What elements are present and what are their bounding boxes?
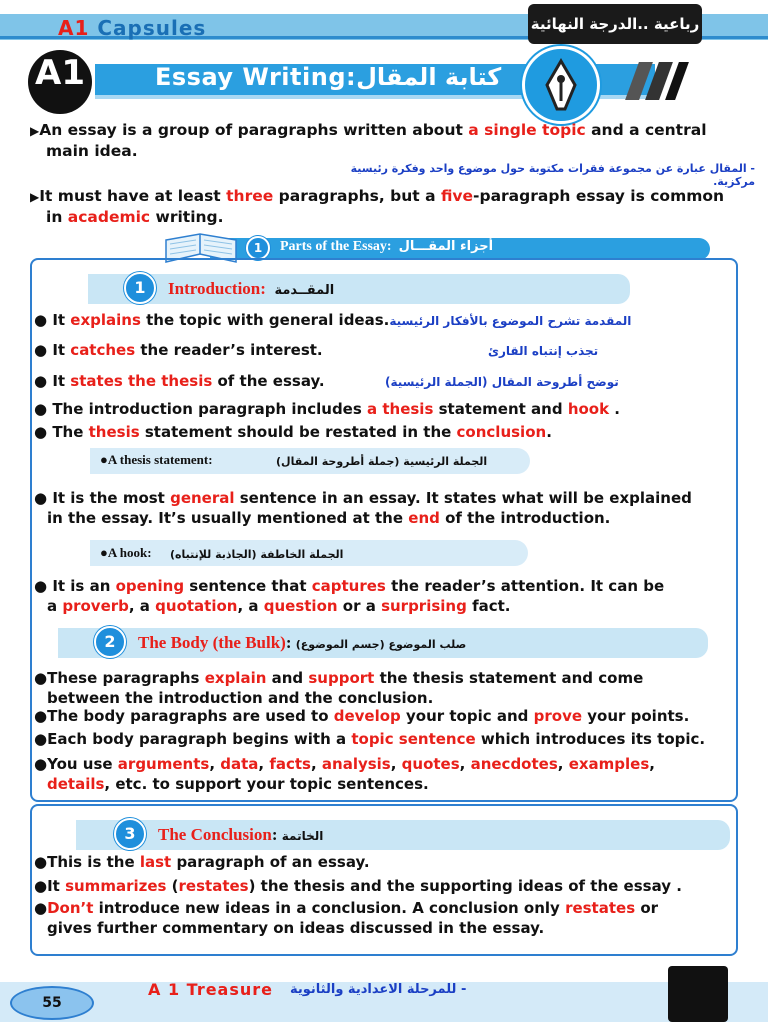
arrow-bullet-icon [30,121,39,139]
parts-number-badge: 1 [246,236,270,260]
body-number-badge: 2 [94,626,126,658]
hook-description: ● It is an opening sentence that captures the reader’s attention. It can be a proverb, a quotation, a question or a surprising fact. [34,577,665,615]
page-number: 55 [10,986,94,1020]
conclusion-number-badge: 3 [114,818,146,850]
a1-badge: A1 [28,50,92,114]
body-point-support: ●You use arguments, data, facts, analysis, quotes, anecdotes, examples, details, etc. to support your topic sentences. [34,755,655,793]
essay-definition-ar: - المقال عبارة عن مجموعة فقرات مكتوبة حول موضوع واحد وفكرة رئيسية مركزية. [350,162,755,188]
conclusion-point-dont: ●Don’t introduce new ideas in a conclusion. A conclusion only restates or gives further commentary on ideas discussed in the essay. [34,899,659,937]
thesis-statement-ar: الجملة الرئيسية (جملة أطروحة المقال) [276,455,488,468]
intro-point-includes: ● The introduction paragraph includes a thesis statement and hook . [34,400,620,418]
intro-point-restated: ● The thesis statement should be restated in the conclusion. [34,423,552,441]
brand-logo: A1 Capsules [58,16,207,40]
intro-point-thesis-ar: توضح أطروحة المقال (الجملة الرئيسية) [385,375,619,389]
essay-definition: ▶ An essay is a group of paragraphs written about a single topic and a central main idea. [30,120,750,161]
conclusion-point-last: ●This is the last paragraph of an essay. [34,853,370,871]
body-point-develop: ●The body paragraphs are used to develop your topic and prove your points. [34,707,690,725]
intro-point-catches: ● It catches the reader’s interest. [34,341,323,359]
hook-label: ●A hook: [100,545,152,560]
page-title: Essay Writing:كتابة المقال [155,63,502,91]
footer-brand: A 1 Treasure [148,980,274,999]
body-point-topic-sentence: ●Each body paragraph begins with a topic sentence which introduces its topic. [34,730,706,748]
footer-arabic: - للمرحلة الاعدادية والثانوية [290,982,467,997]
hook-ar: الجملة الخاطفة (الجاذبة للإنتباه) [170,548,344,561]
paragraph-count: ▶ It must have at least three paragraphs, but a five-paragraph essay is common in academic writing. [30,186,750,227]
body-title: The Body (the Bulk): صلب الموضوع (جسم الموضوع) [138,633,467,652]
body-point-explain: ●These paragraphs explain and support the thesis statement and come between the introduction and the conclusion. [34,669,644,707]
conclusion-point-summarizes: ●It summarizes (restates) the thesis and the supporting ideas of the essay . [34,877,682,895]
arrow-bullet-icon [30,187,39,205]
introduction-number-badge: 1 [124,272,156,304]
arabic-tag: رباعية ..الدرجة النهائية [528,4,702,44]
intro-point-thesis: ● It states the thesis of the essay. [34,372,325,390]
footer-black-square [668,966,728,1022]
introduction-title: Introduction: المقــدمة [168,279,335,298]
parts-title: Parts of the Essay: أجزاء المقـــال [280,239,494,254]
thesis-description: ● It is the most general sentence in an essay. It states what will be explained in the essay. It’s usually mentioned at the end of the introduction. [34,489,692,527]
pen-nib-icon [522,46,600,124]
conclusion-title: The Conclusion: الخاتمة [158,825,324,844]
intro-point-catches-ar: تجذب إنتباه القارئ [488,344,599,358]
intro-point-explains: ● It explains the topic with general ideas.المقدمة تشرح الموضوع بالأفكار الرئيسية [34,311,632,329]
thesis-statement-label: ●A thesis statement: [100,452,213,467]
